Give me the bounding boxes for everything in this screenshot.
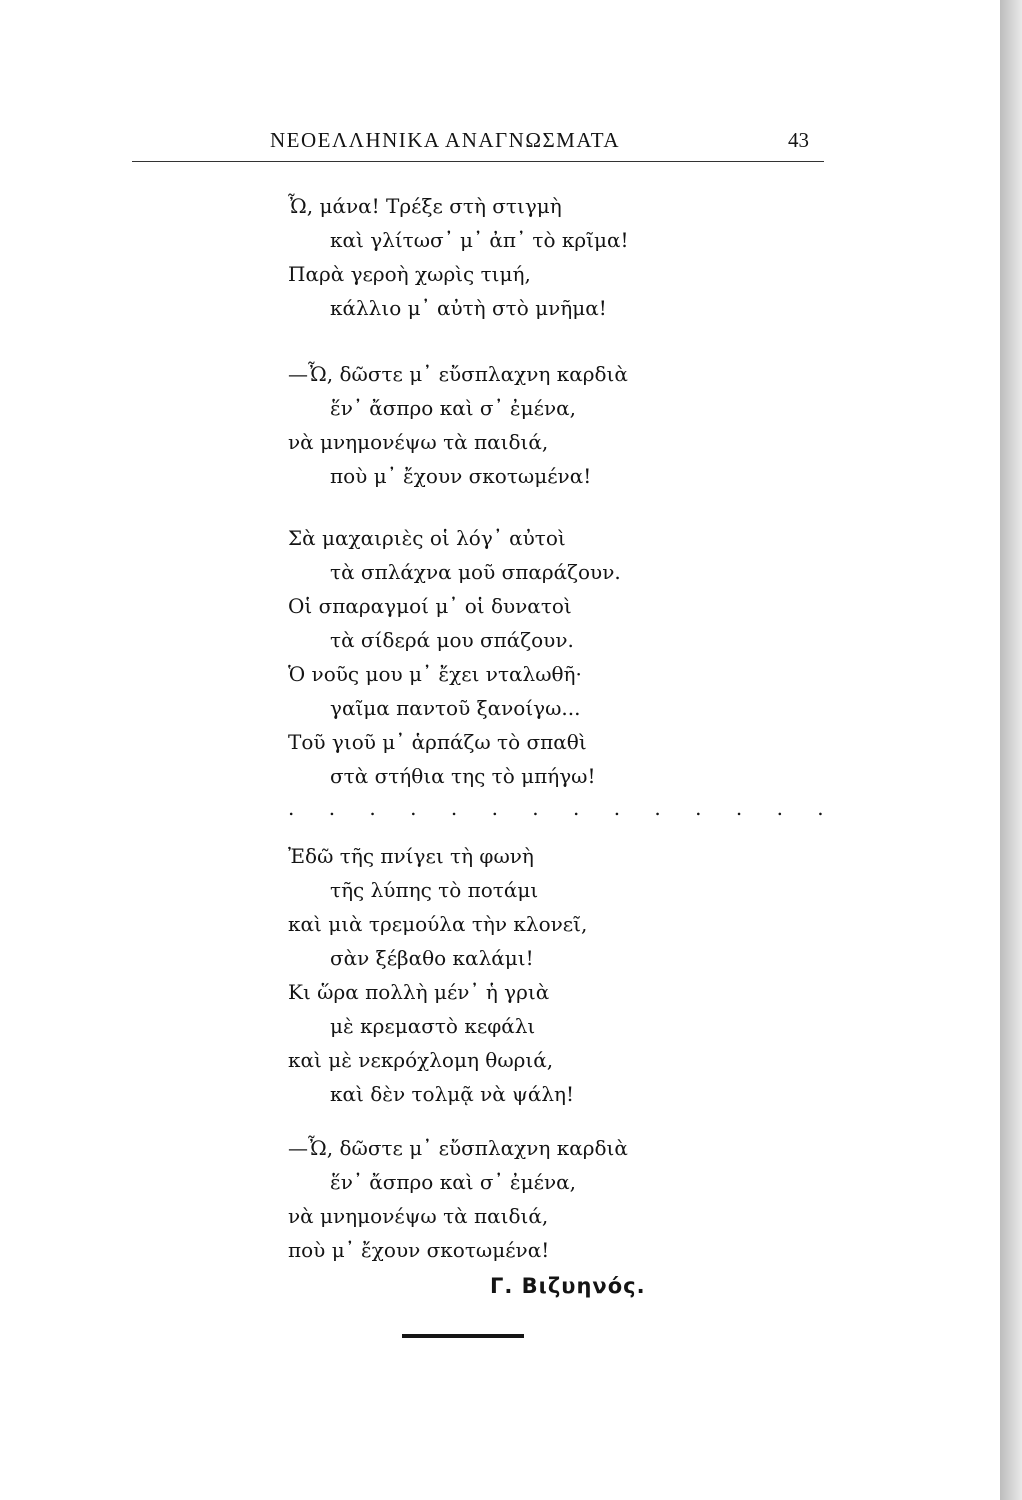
poem-line: Ὦ, μάνα! Τρέξε στὴ στιγμὴ bbox=[288, 194, 562, 218]
poem-line: Ὁ νοῦς μου μ᾽ ἔχει νταλωθῆ· bbox=[288, 662, 582, 686]
poem-line: στὰ στήθια της τὸ μπήγω! bbox=[330, 764, 596, 788]
poem-line: καὶ γλίτωσ᾽ μ᾽ ἀπ᾽ τὸ κρῖμα! bbox=[330, 228, 629, 252]
poem-line: νὰ μνημονέψω τὰ παιδιά, bbox=[288, 430, 549, 454]
poem-line: —Ὦ, δῶστε μ᾽ εὔσπλαχνη καρδιὰ bbox=[288, 1136, 628, 1160]
header-rule bbox=[132, 161, 824, 162]
poem-line: Τοῦ γιοῦ μ᾽ ἁρπάζω τὸ σπαθὶ bbox=[288, 730, 587, 754]
page-number: 43 bbox=[788, 128, 809, 152]
poem-line: Παρὰ γεροὴ χωρὶς τιμή, bbox=[288, 262, 531, 286]
poem-line: ποὺ μ᾽ ἔχουν σκοτωμένα! bbox=[330, 464, 592, 488]
poem-line: τῆς λύπης τὸ ποτάμι bbox=[330, 878, 539, 902]
poem-line: Οἱ σπαραγμοί μ᾽ οἱ δυνατοὶ bbox=[288, 594, 572, 618]
ellipsis-row: . . . . . . . . . . . . . . bbox=[288, 796, 838, 820]
poem-line: καὶ δὲν τολμᾷ νὰ ψάλη! bbox=[330, 1082, 575, 1106]
poem-line: ἕν᾽ ἄσπρο καὶ σ᾽ ἐμένα, bbox=[330, 396, 577, 420]
poem-line: Ἐδῶ τῆς πνίγει τὴ φωνὴ bbox=[288, 844, 534, 868]
poem-line: Σὰ μαχαιριὲς οἱ λόγ᾽ αὐτοὶ bbox=[288, 526, 566, 550]
poem-line: καὶ μιὰ τρεμούλα τὴν κλονεῖ, bbox=[288, 912, 588, 936]
page-edge bbox=[1000, 0, 1022, 1500]
poem-line: γαῖμα παντοῦ ξανοίγω... bbox=[330, 696, 581, 720]
end-rule bbox=[402, 1334, 524, 1338]
poem-line: Κι ὥρα πολλὴ μέν᾽ ἡ γριὰ bbox=[288, 980, 550, 1004]
poem-line: σὰν ξέβαθο καλάμι! bbox=[330, 946, 534, 970]
poem-line: τὰ σπλάχνα μοῦ σπαράζουν. bbox=[330, 560, 621, 584]
poem-line: τὰ σίδερά μου σπάζουν. bbox=[330, 628, 574, 652]
poem-line: κάλλιο μ᾽ αὐτὴ στὸ μνῆμα! bbox=[330, 296, 607, 320]
poem-line: μὲ κρεμαστὸ κεφάλι bbox=[330, 1014, 536, 1038]
poem-line: καὶ μὲ νεκρόχλομη θωριά, bbox=[288, 1048, 554, 1072]
poem-line: ποὺ μ᾽ ἔχουν σκοτωμένα! bbox=[288, 1238, 550, 1262]
poem-line: ἕν᾽ ἄσπρο καὶ σ᾽ ἐμένα, bbox=[330, 1170, 577, 1194]
running-header-title: ΝΕΟΕΛΛΗΝΙΚΑ ΑΝΑΓΝΩΣΜΑΤΑ bbox=[270, 128, 621, 152]
author-signature: Γ. Βιζυηνός. bbox=[490, 1274, 646, 1298]
poem-line: —Ὦ, δῶστε μ᾽ εὔσπλαχνη καρδιὰ bbox=[288, 362, 628, 386]
poem-line: νὰ μνημονέψω τὰ παιδιά, bbox=[288, 1204, 549, 1228]
